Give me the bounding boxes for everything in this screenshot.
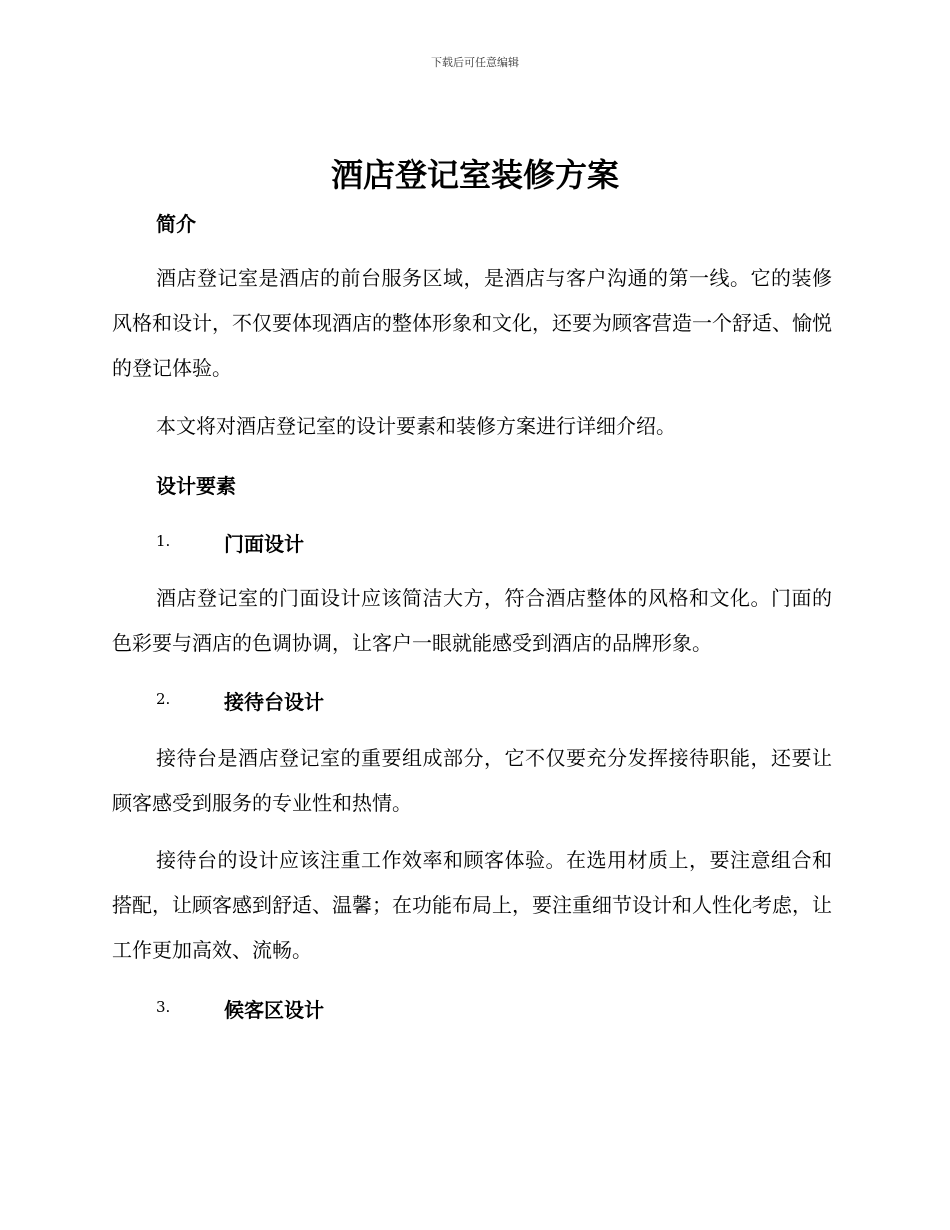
item-number: 2. — [156, 690, 171, 708]
intro-paragraph-2: 本文将对酒店登记室的设计要素和装修方案进行详细介绍。 — [156, 414, 676, 438]
item-2-paragraph-2: 接待台的设计应该注重工作效率和顾客体验。在选用材质上，要注意组合和搭配，让顾客感到舒适、温馨；在功能布局上，要注重细节设计和人性化考虑，让工作更加高效、流畅。 — [112, 848, 832, 962]
item-number: 1. — [156, 532, 171, 550]
intro-paragraph-1: 酒店登记室是酒店的前台服务区域，是酒店与客户沟通的第一线。它的装修风格和设计，不仅要体现酒店的整体形象和文化，还要为顾客营造一个舒适、愉悦的登记体验。 — [112, 266, 832, 380]
item-title: 接待台设计 — [224, 690, 324, 714]
section-heading-design-elements: 设计要素 — [156, 474, 236, 498]
document-title: 酒店登记室装修方案 — [330, 156, 619, 194]
numbered-heading-3 — [156, 994, 556, 1024]
header-note: 下载后可任意编辑 — [431, 56, 519, 69]
item-title: 门面设计 — [224, 532, 304, 556]
section-heading-intro: 简介 — [156, 212, 196, 236]
numbered-heading-1 — [156, 528, 556, 558]
item-title: 候客区设计 — [224, 998, 324, 1022]
numbered-heading-2 — [156, 686, 556, 716]
item-2-paragraph-1: 接待台是酒店登记室的重要组成部分，它不仅要充分发挥接待职能，还要让顾客感受到服务的专业性和热情。 — [112, 746, 832, 815]
item-1-paragraph-1: 酒店登记室的门面设计应该简洁大方，符合酒店整体的风格和文化。门面的色彩要与酒店的色调协调，让客户一眼就能感受到酒店的品牌形象。 — [112, 586, 832, 655]
item-number: 3. — [156, 998, 171, 1016]
